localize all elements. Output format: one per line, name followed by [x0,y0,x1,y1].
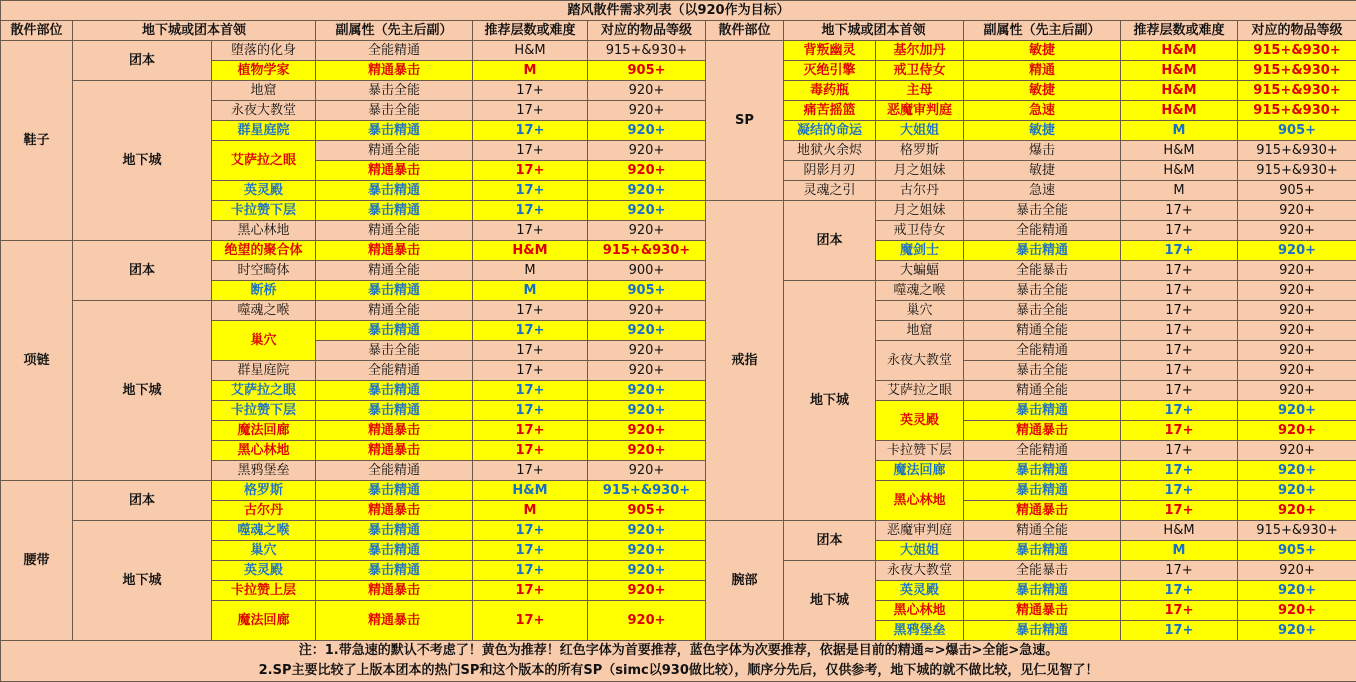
ilvl-cell: 920+ [588,201,706,221]
stats-cell: 暴击精通 [316,121,473,141]
source-cell: 断桥 [212,281,316,301]
source-cell: 黑鸦堡垒 [212,461,316,481]
stats-cell: 全能暴击 [964,261,1121,281]
stats-cell: 精通暴击 [316,241,473,261]
source-cell: 巢穴 [212,321,316,361]
group-ring-raid: 团本 [784,201,876,281]
stats-cell: 全能暴击 [964,561,1121,581]
ilvl-cell: 900+ [588,261,706,281]
stats-cell: 暴击精通 [316,181,473,201]
source-cell: 巢穴 [212,541,316,561]
sp-cell: 毒药瓶 [784,81,876,101]
level-cell: H&M [473,481,588,501]
sp-cell: 地狱火余烬 [784,141,876,161]
source-cell: 戒卫侍女 [876,221,964,241]
source-cell: 魔法回廊 [212,421,316,441]
stats-cell: 精通暴击 [316,61,473,81]
source-cell: 黑心林地 [212,221,316,241]
ilvl-cell: 920+ [588,141,706,161]
header-level-right: 推荐层数或难度 [1121,21,1238,41]
ilvl-cell: 920+ [588,381,706,401]
level-cell: H&M [1121,61,1238,81]
level-cell: 17+ [473,361,588,381]
level-cell: M [473,261,588,281]
slot-neck: 项链 [1,241,73,481]
stats-cell: 精通暴击 [316,421,473,441]
ilvl-cell: 920+ [1238,381,1356,401]
ilvl-cell: 920+ [588,461,706,481]
source-cell: 古尔丹 [876,181,964,201]
stats-cell: 精通暴击 [316,501,473,521]
source-cell: 英灵殿 [876,581,964,601]
ilvl-cell: 920+ [1238,501,1356,521]
ilvl-cell: 920+ [588,321,706,341]
level-cell: 17+ [1121,441,1238,461]
stats-cell: 爆击 [964,141,1121,161]
stats-cell: 精通 [964,61,1121,81]
source-cell: 英灵殿 [212,561,316,581]
stats-cell: 暴击全能 [316,341,473,361]
level-cell: 17+ [1121,621,1238,641]
level-cell: 17+ [1121,381,1238,401]
stats-cell: 敏捷 [964,81,1121,101]
group-belt-dungeon: 地下城 [73,521,212,641]
ilvl-cell: 915+&930+ [588,481,706,501]
source-cell: 艾萨拉之眼 [212,381,316,401]
source-cell: 绝望的聚合体 [212,241,316,261]
ilvl-cell: 905+ [588,501,706,521]
source-cell: 大姐姐 [876,541,964,561]
level-cell: 17+ [1121,301,1238,321]
ilvl-cell: 915+&930+ [1238,521,1356,541]
level-cell: M [473,281,588,301]
level-cell: M [1121,121,1238,141]
level-cell: H&M [473,241,588,261]
level-cell: M [473,61,588,81]
group-wrist-raid: 团本 [784,521,876,561]
ilvl-cell: 920+ [1238,341,1356,361]
ilvl-cell: 915+&930+ [588,241,706,261]
level-cell: M [1121,541,1238,561]
sp-cell: 灵魂之引 [784,181,876,201]
note-line-1: 注：1.带急速的默认不考虑了！黄色为推荐！红色字体为首要推荐，蓝色字体为次要推荐，依据是目前的精通≈>爆击>全能>急速。 [1,641,1356,661]
stats-cell: 暴击精通 [964,401,1121,421]
stats-cell: 暴击全能 [964,301,1121,321]
level-cell: H&M [1121,101,1238,121]
stats-cell: 敏捷 [964,41,1121,61]
source-cell: 噬魂之喉 [212,301,316,321]
source-cell: 基尔加丹 [876,41,964,61]
source-cell: 格罗斯 [876,141,964,161]
source-cell: 恶魔审判庭 [876,521,964,541]
level-cell: 17+ [1121,241,1238,261]
ilvl-cell: 920+ [1238,601,1356,621]
source-cell: 群星庭院 [212,121,316,141]
stats-cell: 精通暴击 [316,441,473,461]
ilvl-cell: 920+ [1238,581,1356,601]
stats-cell: 精通暴击 [964,501,1121,521]
level-cell: H&M [1121,41,1238,61]
stats-cell: 暴击精通 [964,621,1121,641]
stats-cell: 暴击精通 [964,581,1121,601]
ilvl-cell: 920+ [588,341,706,361]
level-cell: 17+ [1121,221,1238,241]
source-cell: 巢穴 [876,301,964,321]
level-cell: H&M [473,41,588,61]
source-cell: 卡拉赞上层 [212,581,316,601]
ilvl-cell: 920+ [1238,301,1356,321]
source-cell: 群星庭院 [212,361,316,381]
note-line-2: 2.SP主要比较了上版本团本的热门SP和这个版本的所有SP（simc以930做比较），顺序分先后，仅供参考，地下城的就不做比较，见仁见智了！ [1,661,1356,681]
ilvl-cell: 920+ [588,541,706,561]
level-cell: 17+ [473,301,588,321]
slot-wrist: 腕部 [706,521,784,641]
level-cell: 17+ [473,221,588,241]
level-cell: H&M [1121,141,1238,161]
stats-cell: 暴击精通 [316,561,473,581]
header-ilvl: 对应的物品等级 [588,21,706,41]
sp-cell: 阴影月刃 [784,161,876,181]
group-wrist-dungeon: 地下城 [784,561,876,641]
level-cell: 17+ [1121,341,1238,361]
source-cell: 地窟 [212,81,316,101]
ilvl-cell: 920+ [588,441,706,461]
ilvl-cell: 920+ [588,101,706,121]
group-neck-raid: 团本 [73,241,212,301]
ilvl-cell: 905+ [588,281,706,301]
sp-cell: 痛苦摇篮 [784,101,876,121]
ilvl-cell: 915+&930+ [1238,41,1356,61]
group-neck-dungeon: 地下城 [73,301,212,481]
source-cell: 堕落的化身 [212,41,316,61]
level-cell: H&M [1121,161,1238,181]
level-cell: 17+ [1121,321,1238,341]
level-cell: 17+ [473,181,588,201]
header-source: 地下城或团本首领 [73,21,316,41]
source-cell: 黑心林地 [876,601,964,621]
stats-cell: 暴击精通 [316,541,473,561]
stats-cell: 暴击精通 [316,321,473,341]
ilvl-cell: 915+&930+ [1238,61,1356,81]
header-slot-right: 散件部位 [706,21,784,41]
level-cell: 17+ [1121,501,1238,521]
header-slot: 散件部位 [1,21,73,41]
stats-cell: 精通全能 [964,321,1121,341]
level-cell: 17+ [473,421,588,441]
stats-cell: 精通全能 [316,301,473,321]
ilvl-cell: 920+ [588,81,706,101]
ilvl-cell: 915+&930+ [1238,141,1356,161]
table-row [1,241,1356,261]
group-belt-raid: 团本 [73,481,212,521]
source-cell: 地窟 [876,321,964,341]
ilvl-cell: 920+ [1238,481,1356,501]
level-cell: 17+ [473,401,588,421]
stats-cell: 精通全能 [316,261,473,281]
header-stats-right: 副属性（先主后副） [964,21,1121,41]
level-cell: 17+ [1121,421,1238,441]
source-cell: 魔法回廊 [212,601,316,641]
level-cell: 17+ [473,521,588,541]
level-cell: 17+ [1121,261,1238,281]
level-cell: 17+ [473,101,588,121]
level-cell: 17+ [473,601,588,641]
ilvl-cell: 920+ [588,161,706,181]
level-cell: 17+ [473,441,588,461]
slot-ring: 戒指 [706,201,784,521]
ilvl-cell: 920+ [1238,621,1356,641]
stats-cell: 急速 [964,101,1121,121]
source-cell: 永夜大教堂 [876,341,964,381]
ilvl-cell: 920+ [1238,321,1356,341]
level-cell: M [473,501,588,521]
level-cell: 17+ [473,201,588,221]
ilvl-cell: 920+ [588,601,706,641]
stats-cell: 敏捷 [964,121,1121,141]
ilvl-cell: 920+ [1238,421,1356,441]
header-stats: 副属性（先主后副） [316,21,473,41]
ilvl-cell: 920+ [588,361,706,381]
stats-cell: 暴击全能 [316,81,473,101]
table-row [1,81,1356,101]
stats-cell: 急速 [964,181,1121,201]
slot-belt: 腰带 [1,481,73,641]
ilvl-cell: 920+ [1238,361,1356,381]
level-cell: 17+ [473,461,588,481]
source-cell: 卡拉赞下层 [212,201,316,221]
stats-cell: 精通暴击 [316,581,473,601]
level-cell: 17+ [473,161,588,181]
stats-cell: 精通暴击 [316,601,473,641]
source-cell: 古尔丹 [212,501,316,521]
stats-cell: 暴击精通 [964,461,1121,481]
level-cell: 17+ [473,541,588,561]
source-cell: 噬魂之喉 [876,281,964,301]
ilvl-cell: 920+ [1238,221,1356,241]
slot-shoes: 鞋子 [1,41,73,241]
source-cell: 时空畸体 [212,261,316,281]
stats-cell: 暴击精通 [316,201,473,221]
stats-cell: 全能精通 [964,341,1121,361]
source-cell: 英灵殿 [212,181,316,201]
group-ring-dungeon: 地下城 [784,281,876,521]
source-cell: 戒卫侍女 [876,61,964,81]
stats-cell: 暴击精通 [964,241,1121,261]
stats-cell: 精通全能 [316,141,473,161]
header-level: 推荐层数或难度 [473,21,588,41]
source-cell: 艾萨拉之眼 [876,381,964,401]
stats-cell: 精通全能 [964,381,1121,401]
stats-cell: 暴击精通 [316,481,473,501]
level-cell: H&M [1121,81,1238,101]
level-cell: 17+ [473,121,588,141]
ilvl-cell: 920+ [1238,261,1356,281]
ilvl-cell: 920+ [1238,441,1356,461]
header-ilvl-right: 对应的物品等级 [1238,21,1356,41]
level-cell: 17+ [473,581,588,601]
ilvl-cell: 905+ [1238,181,1356,201]
source-cell: 艾萨拉之眼 [212,141,316,181]
stats-cell: 精通暴击 [964,601,1121,621]
ilvl-cell: 920+ [1238,201,1356,221]
source-cell: 植物学家 [212,61,316,81]
source-cell: 月之姐妹 [876,201,964,221]
ilvl-cell: 920+ [588,301,706,321]
level-cell: 17+ [473,561,588,581]
stats-cell: 精通全能 [964,521,1121,541]
source-cell: 格罗斯 [212,481,316,501]
stats-cell: 暴击精通 [316,521,473,541]
level-cell: M [1121,181,1238,201]
level-cell: 17+ [473,341,588,361]
ilvl-cell: 915+&930+ [588,41,706,61]
level-cell: 17+ [473,81,588,101]
source-cell: 卡拉赞下层 [876,441,964,461]
ilvl-cell: 915+&930+ [1238,101,1356,121]
source-cell: 魔剑士 [876,241,964,261]
level-cell: 17+ [1121,581,1238,601]
level-cell: 17+ [1121,401,1238,421]
level-cell: 17+ [1121,201,1238,221]
source-cell: 永夜大教堂 [876,561,964,581]
stats-cell: 暴击全能 [964,361,1121,381]
group-shoes-raid: 团本 [73,41,212,81]
source-cell: 英灵殿 [876,401,964,441]
sp-cell: 灭绝引擎 [784,61,876,81]
notes [1,641,1356,682]
source-cell: 黑心林地 [876,481,964,521]
ilvl-cell: 905+ [588,61,706,81]
sp-cell: 凝结的命运 [784,121,876,141]
source-cell: 噬魂之喉 [212,521,316,541]
source-cell: 卡拉赞下层 [212,401,316,421]
ilvl-cell: 920+ [588,221,706,241]
ilvl-cell: 920+ [588,521,706,541]
slot-sp: SP [706,41,784,201]
stats-cell: 暴击精通 [316,281,473,301]
level-cell: 17+ [1121,461,1238,481]
stats-cell: 暴击全能 [964,281,1121,301]
level-cell: 17+ [1121,481,1238,501]
ilvl-cell: 905+ [1238,121,1356,141]
stats-cell: 全能精通 [964,221,1121,241]
ilvl-cell: 920+ [588,181,706,201]
level-cell: 17+ [1121,281,1238,301]
source-cell: 大蝙蝠 [876,261,964,281]
table-row [1,41,1356,61]
level-cell: 17+ [473,321,588,341]
ilvl-cell: 920+ [588,581,706,601]
stats-cell: 暴击精通 [316,401,473,421]
ilvl-cell: 915+&930+ [1238,161,1356,181]
stats-cell: 暴击精通 [964,481,1121,501]
ilvl-cell: 920+ [1238,241,1356,261]
sp-cell: 背叛幽灵 [784,41,876,61]
level-cell: H&M [1121,521,1238,541]
stats-cell: 暴击全能 [964,201,1121,221]
level-cell: 17+ [473,381,588,401]
table-row [1,301,1356,321]
ilvl-cell: 920+ [1238,461,1356,481]
stats-cell: 暴击精通 [964,541,1121,561]
ilvl-cell: 920+ [588,401,706,421]
stats-cell: 暴击全能 [316,101,473,121]
source-cell: 恶魔审判庭 [876,101,964,121]
header-source-right: 地下城或团本首领 [784,21,964,41]
level-cell: 17+ [1121,601,1238,621]
ilvl-cell: 920+ [588,561,706,581]
level-cell: 17+ [473,141,588,161]
ilvl-cell: 920+ [588,421,706,441]
stats-cell: 全能精通 [316,41,473,61]
stats-cell: 全能精通 [964,441,1121,461]
source-cell: 月之姐妹 [876,161,964,181]
source-cell: 魔法回廊 [876,461,964,481]
stats-cell: 全能精通 [316,361,473,381]
ilvl-cell: 920+ [588,121,706,141]
group-shoes-dungeon: 地下城 [73,81,212,241]
ilvl-cell: 920+ [1238,281,1356,301]
stats-cell: 全能精通 [316,461,473,481]
stats-cell: 精通暴击 [964,421,1121,441]
stats-cell: 敏捷 [964,161,1121,181]
ilvl-cell: 920+ [1238,561,1356,581]
level-cell: 17+ [1121,361,1238,381]
ilvl-cell: 920+ [1238,401,1356,421]
table-title: 踏风散件需求列表（以920作为目标） [1,1,1356,21]
source-cell: 永夜大教堂 [212,101,316,121]
level-cell: 17+ [1121,561,1238,581]
table-row [1,481,1356,501]
ilvl-cell: 915+&930+ [1238,81,1356,101]
source-cell: 黑鸦堡垒 [876,621,964,641]
source-cell: 大姐姐 [876,121,964,141]
stats-cell: 暴击精通 [316,381,473,401]
source-cell: 主母 [876,81,964,101]
stats-cell: 精通全能 [316,221,473,241]
source-cell: 黑心林地 [212,441,316,461]
table-row [1,521,1356,541]
ilvl-cell: 905+ [1238,541,1356,561]
stats-cell: 精通暴击 [316,161,473,181]
